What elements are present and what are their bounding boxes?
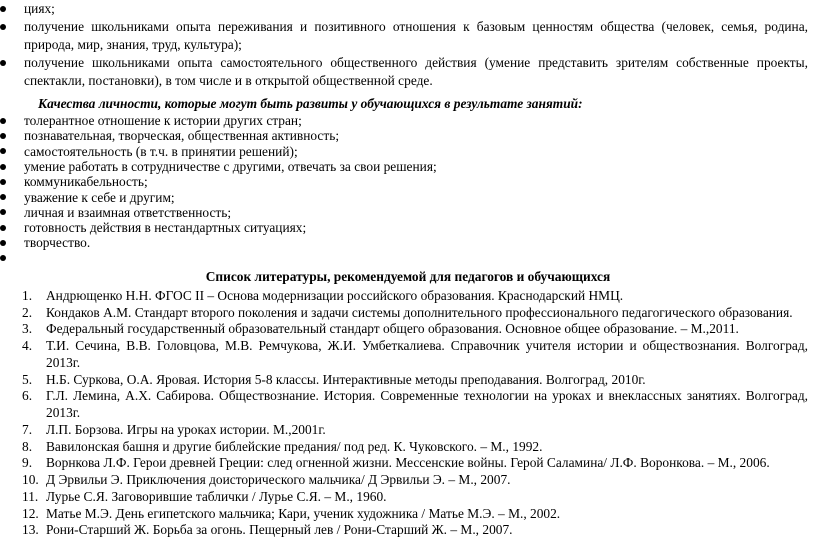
list-item-number: 4. <box>22 338 33 354</box>
list-item <box>0 54 808 90</box>
list-item <box>0 422 808 439</box>
list-item <box>0 128 808 143</box>
list-item <box>0 388 808 421</box>
list-item-number: 8. <box>22 438 33 454</box>
list-item-number: 11. <box>22 488 39 504</box>
bullet-icon <box>0 240 6 246</box>
list-item-text: Лурье С.Я. Заговорившие таблички / Лурье С.Я. – М., 1960. <box>46 488 387 504</box>
list-item <box>0 321 808 338</box>
list-item-number: 1. <box>22 288 33 303</box>
list-item <box>0 472 808 489</box>
list-item-text: получение школьниками опыта самостоятельного общественного действия (умение представить зрителям собственные проекты, спектакли, постановки), в том числе и в открытой общественной среде. <box>24 55 808 88</box>
list-item-number: 13. <box>22 522 39 538</box>
list-item-text: Л.П. Борзова. Игры на уроках истории. М.,2001г. <box>46 421 326 437</box>
bullet-icon <box>0 225 6 231</box>
list-item <box>0 18 808 54</box>
bullet-icon <box>0 148 6 154</box>
list-item-text: уважение к себе и другим; <box>24 189 175 205</box>
bullet-icon <box>0 118 6 124</box>
list-item-number: 10. <box>22 472 39 488</box>
list-item <box>0 205 808 220</box>
list-item <box>0 220 808 235</box>
list-item <box>0 0 808 18</box>
bullet-icon <box>0 255 6 261</box>
list-item-number: 3. <box>22 321 33 337</box>
list-item <box>0 190 808 205</box>
list-item <box>0 251 808 266</box>
list-item-number: 12. <box>22 505 39 521</box>
list-item-text: получение школьниками опыта переживания и позитивного отношения к базовым ценностям общества (человек, семья, родина, природа, мир, знания, труд, культура); <box>24 19 808 52</box>
list-item-number: 5. <box>22 371 33 387</box>
bullet-icon <box>0 164 6 170</box>
list-item-text: Рони-Старший Ж. Борьба за огонь. Пещерный лев / Рони-Старший Ж. – М., 2007. <box>46 522 513 538</box>
list-item-text: толерантное отношение к истории других стран; <box>24 113 302 128</box>
bullet-icon <box>0 24 6 30</box>
list-item-text: Н.Б. Суркова, О.А. Яровая. История 5-8 классы. Интерактивные методы преподавания. Волгоград, 2010г. <box>46 371 646 387</box>
list-item-text: готовность действия в нестандартных ситуациях; <box>24 220 307 236</box>
list-item-text: Г.Л. Лемина, А.Х. Сабирова. Обществознание. История. Современные технологии на уроках и внеклассных занятиях. Волгоград, 2013г. <box>46 388 808 421</box>
list-item-text: самостоятельность (в т.ч. в принятии решений); <box>24 143 298 159</box>
list-item-text: циях; <box>24 1 55 16</box>
bullet-icon <box>0 179 6 185</box>
list-item <box>0 113 808 128</box>
list-item <box>0 455 808 472</box>
bullet-icon <box>0 60 6 66</box>
list-item-text: Кондаков А.М. Стандарт второго поколения и задачи системы дополнительного профессионального педагогического образования. <box>46 304 793 320</box>
list-item <box>0 522 808 539</box>
list-item-text: Ворнкова Л.Ф. Герои древней Греции: след огненной жизни. Мессенские войны. Герой Саламина/ Л.Ф. Воронкова. – М., 2006. <box>46 455 770 471</box>
list-item <box>0 489 808 506</box>
list-item <box>0 506 808 523</box>
list-item-text: Вавилонская башня и другие библейские предания/ под ред. К. Чуковского. – М., 1992. <box>46 438 543 454</box>
list-item <box>0 144 808 159</box>
list-item-text: Андрющенко Н.Н. ФГОС II – Основа модернизации российского образования. Краснодарский НМЦ. <box>46 288 624 303</box>
list-item-text: личная и взаимная ответственность; <box>24 204 232 220</box>
literature-heading: Список литературы, рекомендуемой для педагогов и обучающихся <box>205 269 611 284</box>
list-item-text: Матье М.Э. День египетского мальчика; Кари, ученик художника / Матье М.Э. – М., 2002. <box>46 505 561 521</box>
bullet-icon <box>0 209 6 215</box>
bullet-icon <box>0 6 6 12</box>
list-item-number: 7. <box>22 421 33 437</box>
list-item-number: 6. <box>22 388 33 404</box>
qualities-heading: Качества личности, которые могут быть развиты у обучающихся в результате занятий: <box>38 96 583 111</box>
list-item-text: умение работать в сотрудничестве с другими, отвечать за свои решения; <box>24 158 437 174</box>
list-item <box>0 439 808 456</box>
list-item <box>0 288 808 305</box>
list-item <box>0 235 808 250</box>
list-item-text: коммуникабельность; <box>24 174 148 190</box>
list-item-number: 2. <box>22 304 33 320</box>
list-item-text: познавательная, творческая, общественная активность; <box>24 128 340 144</box>
list-item-text: Д Эрвильи Э. Приключения доисторического мальчика/ Д Эрвильи Э. – М., 2007. <box>46 472 511 488</box>
list-item-text: Т.И. Сечина, В.В. Головцова, М.В. Ремчукова, Ж.И. Умбеткалиева. Справочник учителя истории и обществознания. Волгоград, 2013г. <box>46 338 808 370</box>
list-item-text: творчество. <box>24 235 91 251</box>
list-item-text: Федеральный государственный образовательный стандарт общего образования. Основное общее образование. – М.,2011. <box>46 321 739 337</box>
bullet-icon <box>0 194 6 200</box>
list-item <box>0 159 808 174</box>
list-item <box>0 338 808 371</box>
list-item <box>0 372 808 389</box>
bullet-icon <box>0 133 6 139</box>
list-item-number: 9. <box>22 455 33 471</box>
list-item <box>0 305 808 322</box>
list-item <box>0 174 808 189</box>
